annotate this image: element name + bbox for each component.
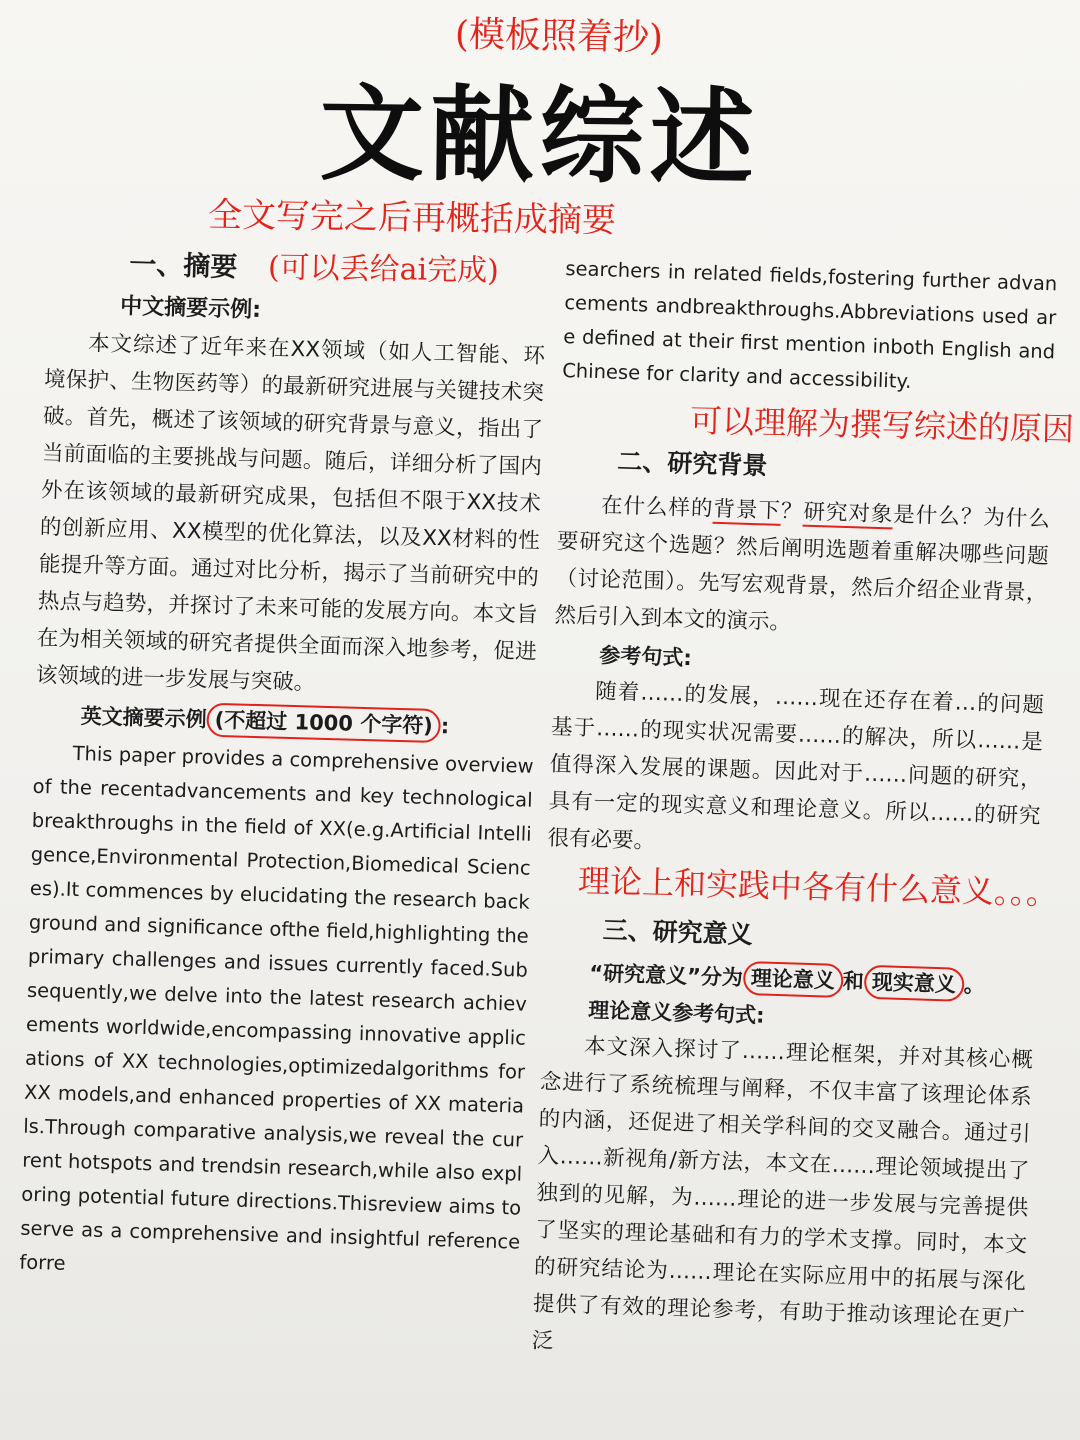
handwritten-ai-note: (可以丢给ai完成)	[267, 250, 500, 289]
handwritten-top-note: (模板照着抄)	[454, 14, 664, 59]
background-text-part: ？	[780, 498, 804, 525]
significance-text-part: 。	[963, 972, 986, 998]
section-heading-significance: 三、研究意义	[602, 915, 754, 950]
background-text-part: 是什么？为什么要研究这个选题？然后阐明选题着重解决哪些问题（讨论范围）。先写宏观背景，然后介绍企业背景，然后引入到本文的演示。	[554, 502, 1051, 636]
significance-text-part: “研究意义”分为	[588, 961, 744, 990]
cn-abstract-text: 本文综述了近年来在XX领域（如人工智能、环境保护、生物医药等）的最新研究进展与关键技术突破。首先，概述了该领域的研究背景与意义，指出了当前面临的主要挑战与问题。随后，详细分析了国内外在该领域的最新研究成果，包括但不限于XX技术的创新应用、XX模型的优化算法，以及XX材料的性能提升等方面。通过对比分析，揭示了当前研究中的热点与趋势，并探讨了未来可能的发展方向。本文旨在为相关领域的研究者提供全面而深入地参考，促进该领域的进一步发展与突破。	[35, 331, 546, 696]
section-heading-abstract: 一、摘要	[128, 249, 238, 284]
theory-pattern-text: 本文深入探讨了……理论框架，并对其核心概念进行了系统梳理与阐释，不仅丰富了该理论体系的内涵，还促进了相关学科间的交叉融合。通过引入……新视角/新方法，本文在……理论领域提出了独到的见解，为……理论的进一步发展与完善提供了坚实的理论基础和有力的学术支撑。同时，本文的研究结论为……理论在实际应用中的拓展与深化提供了有效的理论参考，有助于推动该理论在更广泛	[531, 1033, 1034, 1355]
significance-text-part: 和	[842, 969, 865, 994]
left-column	[19, 240, 548, 1294]
en-abstract-colon: :	[440, 714, 450, 739]
circled-theory-significance: 理论意义	[742, 961, 843, 998]
en-abstract-text: This paper provides a comprehensive overview of the recentadvancements and key technological breakthroughs in the field of XX(e.g.Artificial Intelligence,Environmental Protection,Biomedical Sciences).It commences by elucidating the research background and significance ofthe field,highlighting the primary challenges and issues currently faced.Subsequently,we delve into the latest research achievements worldwide,encompassing innovative applications of XX technologies,optimizedalgorithms for XX models,and enhanced properties of XX materials.Through comparative analysis,we reveal the current hotspots and trendsin research,while also exploring potential future directions.Thisreview aims to serve as a comprehensive and insightful reference forre	[19, 741, 534, 1275]
en-abstract-continued: searchers in related fields,fostering further advancements andbreakthroughs.Abbreviations used are defined at their first mention inboth English and Chinese for clarity and accessibility.	[561, 256, 1058, 393]
reference-pattern-text: 随着……的发展，……现在还存在着…的问题基于……的现实状况需要……的解决，所以……是值得深入发展的课题。因此对于……问题的研究，具有一定的现实意义和理论意义。所以……的研究很有必要。	[547, 679, 1045, 855]
cn-abstract-label: 中文摘要示例:	[119, 294, 262, 323]
char-limit-circled: (不超过 1000 个字符)	[206, 703, 441, 744]
underlined-background: 背景下	[713, 496, 782, 524]
background-text-part: 在什么样的	[600, 493, 714, 522]
reference-pattern-label: 参考句式:	[598, 643, 693, 671]
handwritten-reason-note: 可以理解为撰写综述的原因	[689, 401, 1075, 449]
handwritten-summary-note: 全文写完之后再概括成摘要	[207, 195, 617, 241]
underlined-research-object: 研究对象	[803, 499, 894, 528]
circled-practical-significance: 现实意义	[863, 965, 964, 1002]
section-heading-background: 二、研究背景	[616, 446, 768, 481]
handwritten-meaning-note: 理论上和实践中各有什么意义。。。	[577, 861, 1059, 913]
page-title: 文献综述	[319, 72, 761, 200]
right-column	[531, 252, 1058, 1375]
en-abstract-label: 英文摘要示例	[80, 704, 208, 732]
background-text	[554, 486, 1050, 649]
theory-pattern-label: 理论意义参考句式:	[587, 998, 765, 1028]
